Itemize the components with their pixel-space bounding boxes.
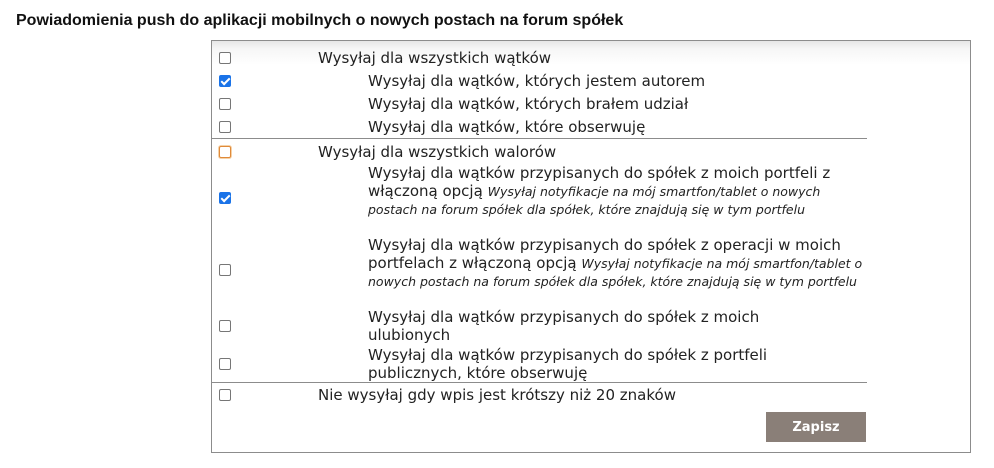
portfolio-securities-label	[368, 164, 872, 218]
portfolio-option-name: Wysyłaj notyfikacje na mój smartfon/tablet o nowych postach na forum spółek dla spółek, które znajdują się w tym portfelu	[368, 184, 821, 217]
securities-option-row	[212, 308, 970, 344]
thread-option-row	[212, 72, 970, 90]
participated-threads-checkbox[interactable]	[219, 98, 231, 110]
author-threads-label: Wysyłaj dla wątków, których jestem autorem	[368, 72, 706, 90]
public-portfolios-checkbox[interactable]	[219, 358, 231, 370]
operations-securities-checkbox[interactable]	[219, 264, 231, 276]
operations-option-name: Wysyłaj notyfikacje na mój smartfon/tablet o nowych postach na forum spółek dla spółek, które znajdują się w tym portfelu	[368, 256, 863, 289]
author-threads-checkbox[interactable]	[219, 75, 231, 87]
operations-securities-text: Wysyłaj dla wątków przypisanych do spółek z operacji w moich portfelach z włączoną opcją	[368, 236, 841, 272]
public-portfolios-label: Wysyłaj dla wątków przypisanych do spółek z portfeli publicznych, które obserwuję	[368, 346, 768, 382]
short-post-checkbox[interactable]	[219, 389, 231, 401]
all-securities-checkbox[interactable]	[219, 146, 231, 158]
all-threads-row	[212, 49, 970, 67]
operations-securities-label	[368, 236, 872, 290]
all-threads-label: Wysyłaj dla wszystkich wątków	[318, 49, 552, 67]
observed-threads-label: Wysyłaj dla wątków, które obserwuję	[368, 118, 646, 136]
portfolio-securities-checkbox[interactable]	[219, 192, 231, 204]
all-securities-label: Wysyłaj dla wszystkich walorów	[318, 143, 557, 161]
portfolio-securities-text: Wysyłaj dla wątków przypisanych do spółek z moich portfeli z włączoną opcją	[368, 164, 831, 200]
all-threads-checkbox[interactable]	[219, 52, 231, 64]
favorites-securities-label: Wysyłaj dla wątków przypisanych do spółek z moich ulubionych	[368, 308, 760, 344]
section-divider	[212, 138, 867, 139]
observed-threads-checkbox[interactable]	[219, 121, 231, 133]
participated-threads-label: Wysyłaj dla wątków, których brałem udział	[368, 95, 689, 113]
all-securities-row	[212, 143, 970, 161]
page-title: Powiadomienia push do aplikacji mobilnych o nowych postach na forum spółek	[16, 12, 624, 29]
securities-option-row	[212, 236, 970, 304]
securities-option-row	[212, 164, 970, 232]
securities-option-row	[212, 346, 970, 382]
short-post-label: Nie wysyłaj gdy wpis jest krótszy niż 20 znaków	[318, 386, 676, 404]
save-button[interactable]: Zapisz	[766, 412, 866, 442]
section-divider	[212, 382, 867, 383]
favorites-securities-checkbox[interactable]	[219, 320, 231, 332]
notification-settings-panel	[211, 40, 971, 453]
thread-option-row	[212, 118, 970, 136]
short-post-row	[212, 386, 970, 404]
thread-option-row	[212, 95, 970, 113]
